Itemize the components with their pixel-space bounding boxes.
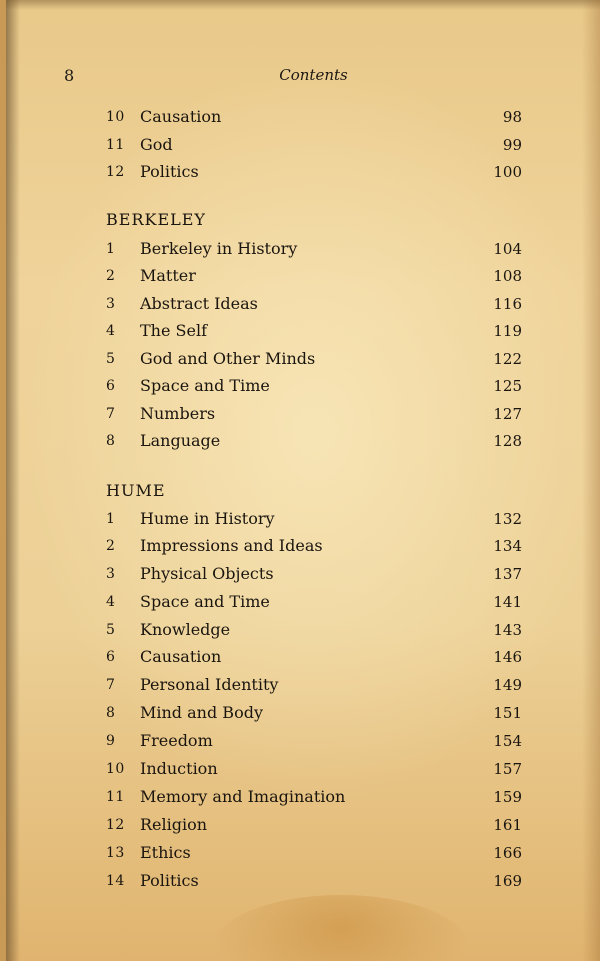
page-right-edge [582,0,600,961]
toc-entry [106,841,526,865]
entry-number: 12 [106,817,125,833]
entry-title: Personal Identity [140,675,279,694]
entry-title: Freedom [140,731,213,750]
entry-title: God and Other Minds [140,349,316,368]
entry-number: 12 [106,164,125,180]
entry-title: Mind and Body [140,703,263,722]
toc-entry [106,347,526,371]
entry-number: 5 [106,351,116,367]
entry-title: Impressions and Ideas [140,536,323,555]
toc-entry [106,429,526,453]
entry-title: Hume in History [140,509,275,528]
entry-page: 169 [493,872,522,890]
entry-title: Religion [140,815,208,834]
entry-title: Abstract Ideas [140,294,258,313]
entry-number: 10 [106,109,125,125]
entry-title: Language [140,431,221,450]
entry-page: 151 [493,704,522,722]
entry-page: 122 [493,350,522,368]
entry-page: 141 [493,593,522,611]
entry-number: 1 [106,511,116,527]
entry-title: The Self [140,321,207,340]
toc-entry [106,701,526,725]
entry-number: 2 [106,538,116,554]
entry-title: Space and Time [140,592,270,611]
entry-page: 98 [502,108,522,126]
entry-page: 134 [493,537,522,555]
toc-entry [106,319,526,343]
entry-page: 127 [493,405,522,423]
toc-entry [106,673,526,697]
page-gutter-shadow [6,0,20,961]
entry-page: 104 [493,240,522,258]
entry-page: 137 [493,565,522,583]
toc-entry [106,292,526,316]
page-number: 8 [64,66,75,85]
entry-title: Causation [140,107,222,126]
entry-number: 6 [106,378,116,394]
toc-entry [106,374,526,398]
entry-page: 161 [493,816,522,834]
entry-page: 125 [493,377,522,395]
toc-entry [106,590,526,614]
toc-entry [106,105,526,129]
entry-title: Politics [140,162,199,181]
entry-number: 10 [106,761,125,777]
entry-number: 7 [106,677,116,693]
toc-entry [106,562,526,586]
toc-entry [106,534,526,558]
toc-entry [106,160,526,184]
entry-page: 149 [493,676,522,694]
toc-entry [106,813,526,837]
entry-number: 13 [106,845,125,861]
entry-title: Physical Objects [140,564,274,583]
section-heading-hume: HUME [106,481,166,500]
entry-number: 2 [106,268,116,284]
entry-page: 128 [493,432,522,450]
entry-page: 159 [493,788,522,806]
toc-entry [106,237,526,261]
entry-title: Memory and Imagination [140,787,346,806]
entry-page: 108 [493,267,522,285]
entry-page: 132 [493,510,522,528]
entry-title: God [140,135,173,154]
entry-page: 146 [493,648,522,666]
entry-number: 5 [106,622,116,638]
toc-entry [106,133,526,157]
entry-number: 8 [106,705,116,721]
entry-title: Politics [140,871,199,890]
entry-title: Matter [140,266,196,285]
entry-page: 143 [493,621,522,639]
toc-entry [106,618,526,642]
entry-number: 1 [106,241,116,257]
entry-page: 99 [502,136,522,154]
entry-number: 4 [106,594,116,610]
entry-number: 7 [106,406,116,422]
entry-number: 3 [106,296,116,312]
entry-number: 11 [106,789,125,805]
entry-title: Causation [140,647,222,666]
entry-page: 100 [493,163,522,181]
entry-page: 119 [493,322,522,340]
entry-title: Berkeley in History [140,239,298,258]
entry-title: Knowledge [140,620,231,639]
entry-number: 4 [106,323,116,339]
entry-number: 3 [106,566,116,582]
toc-entry [106,264,526,288]
entry-title: Space and Time [140,376,270,395]
entry-number: 14 [106,873,125,889]
entry-number: 8 [106,433,116,449]
entry-page: 166 [493,844,522,862]
entry-page: 154 [493,732,522,750]
water-stain [211,895,471,961]
entry-title: Numbers [140,404,216,423]
entry-number: 11 [106,137,125,153]
section-heading-berkeley: BERKELEY [106,210,206,229]
toc-entry [106,507,526,531]
entry-title: Ethics [140,843,191,862]
page-top-edge [6,0,600,10]
entry-number: 9 [106,733,116,749]
toc-entry [106,402,526,426]
toc-entry [106,757,526,781]
entry-page: 116 [493,295,522,313]
running-head-title: Contents [279,66,348,84]
entry-number: 6 [106,649,116,665]
toc-entry [106,645,526,669]
toc-entry [106,729,526,753]
toc-entry [106,785,526,809]
toc-entry [106,869,526,893]
entry-title: Induction [140,759,218,778]
entry-page: 157 [493,760,522,778]
